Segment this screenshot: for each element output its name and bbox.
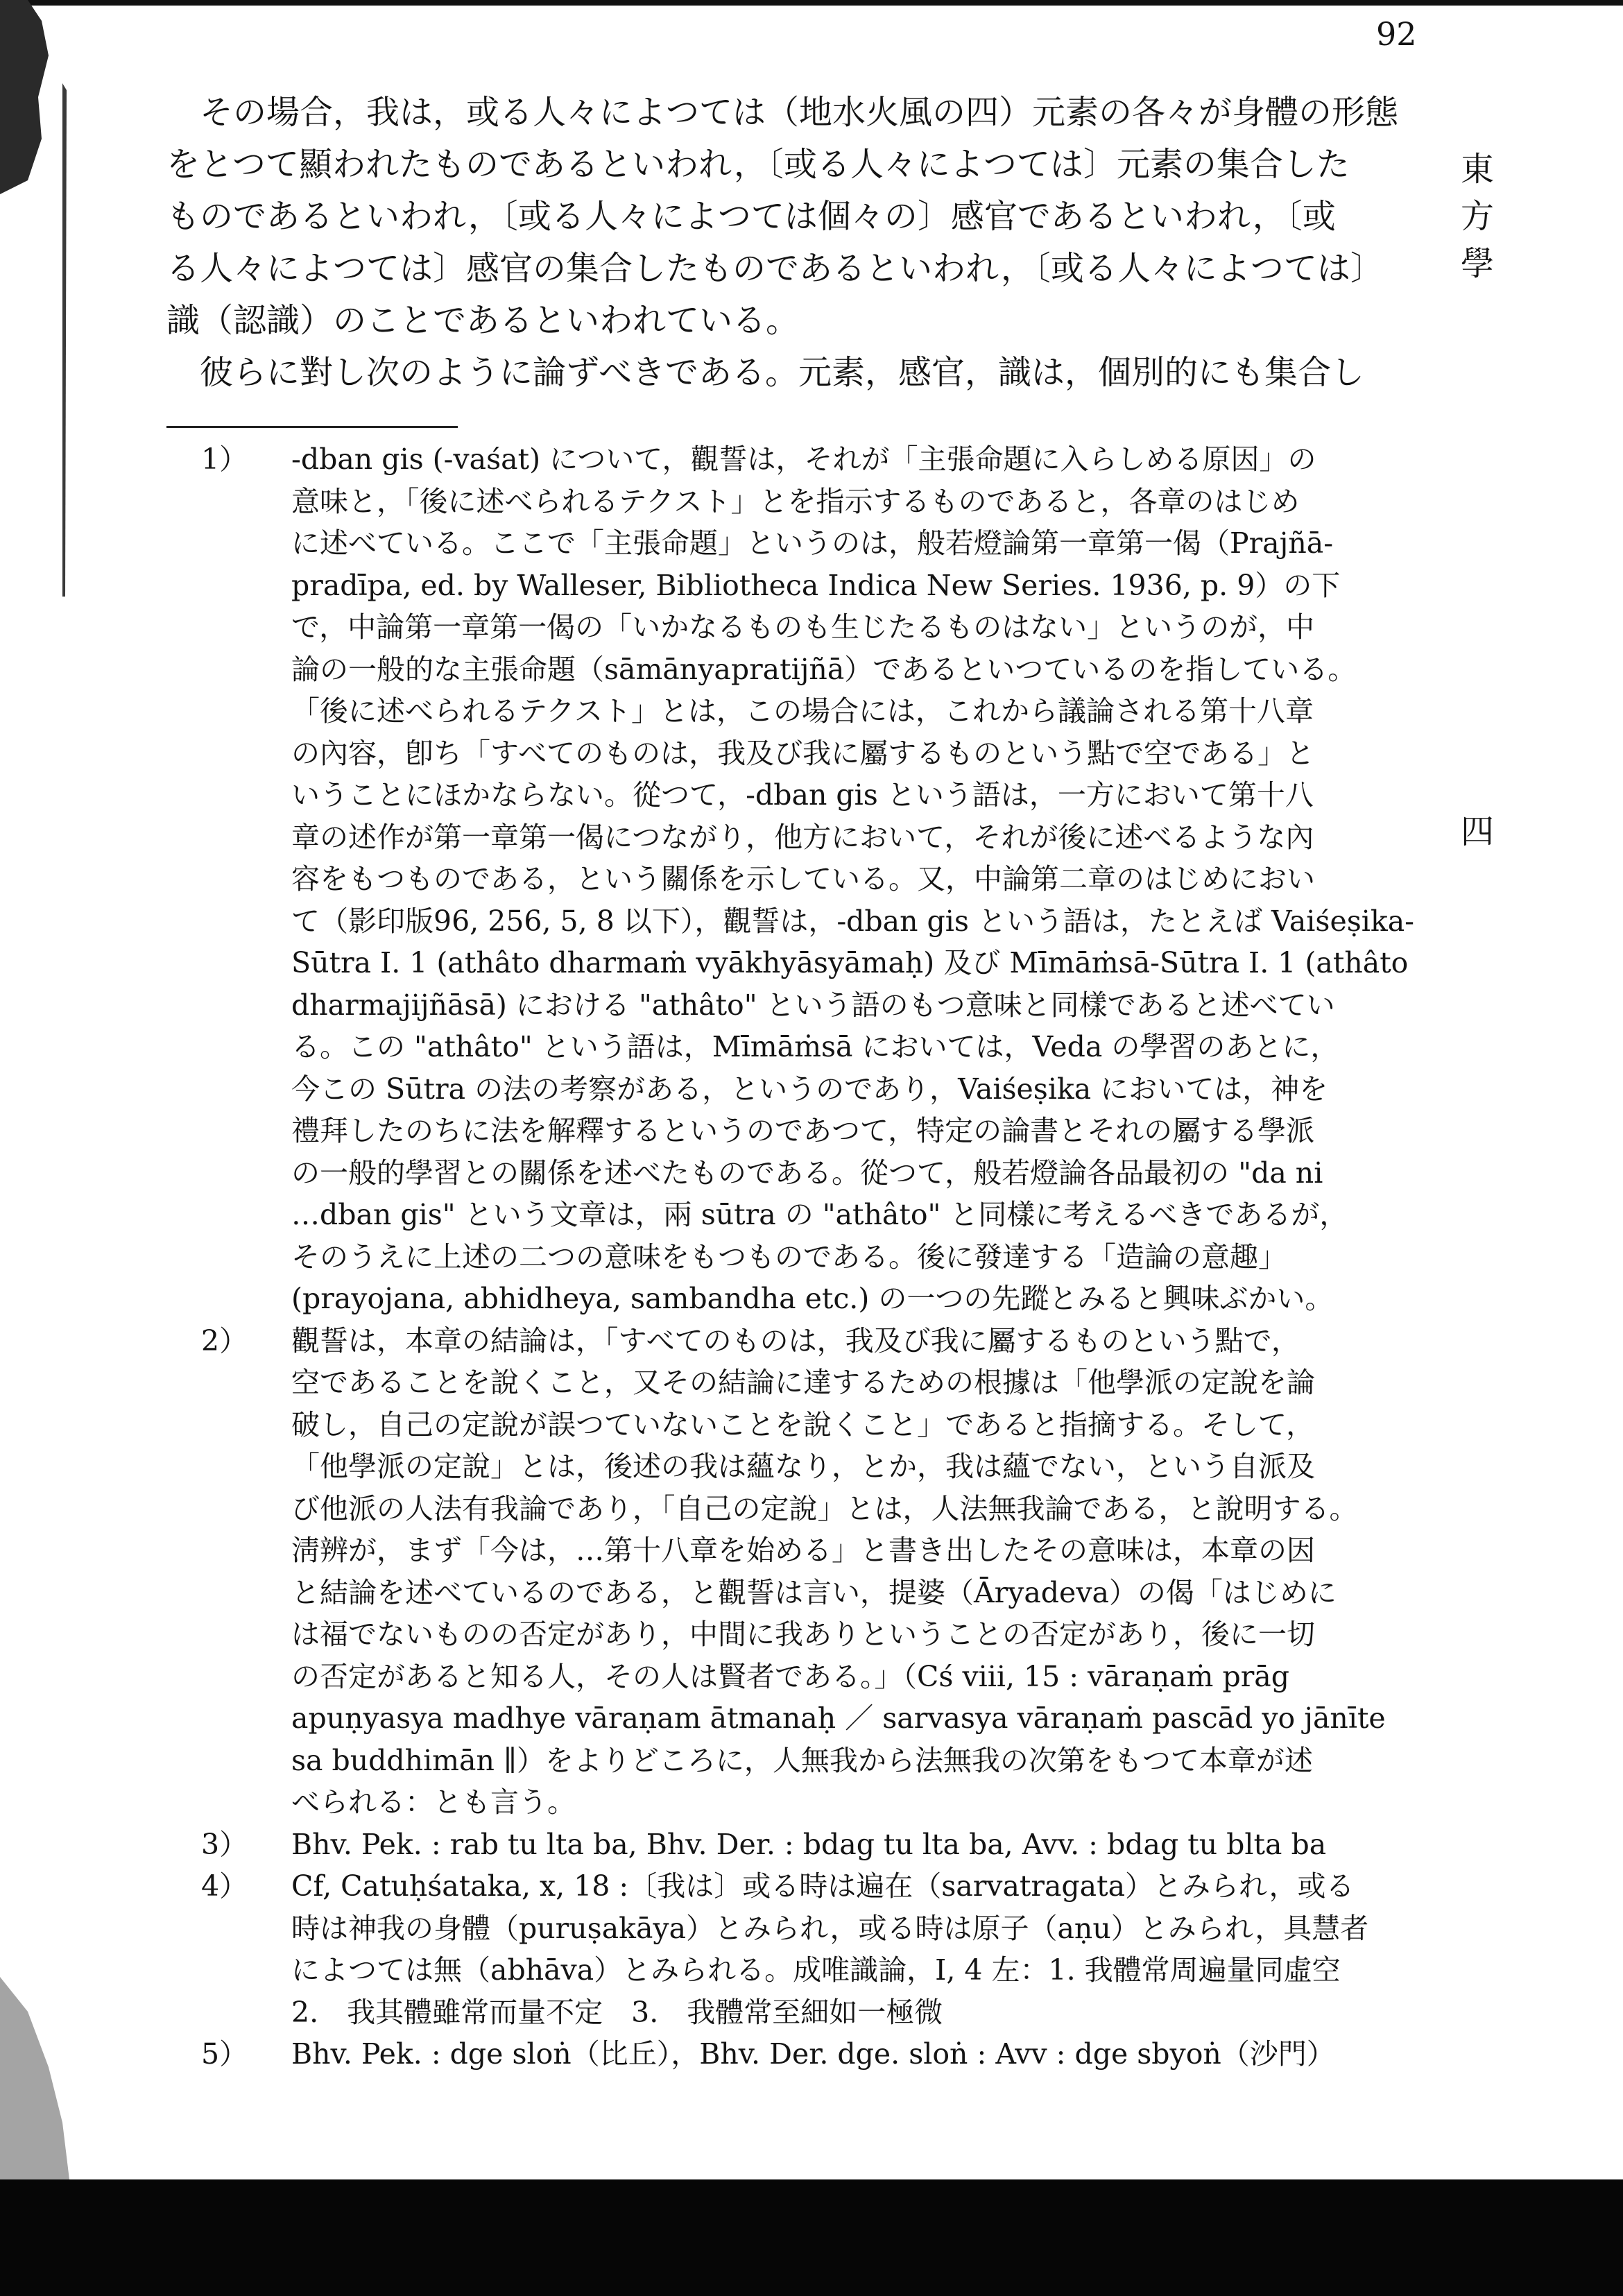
footnote-line: は福でないものの否定があり，中間に我ありということの否定があり，後に一切 <box>291 1618 1315 1651</box>
footnote-number: 2） <box>201 1323 248 1357</box>
footnote-line: (prayojana, abhidheya, sambandha etc.) の一つの先蹤とみると興味ぶかい。 <box>291 1282 1334 1315</box>
footnote-line: で，中論第一章第一偈の「いかなるものも生じたるものはない」というのが，中 <box>291 610 1315 644</box>
footnote-line: る。この "athâto" という語は，Mīmāṁsā においては，Veda の學習のあとに， <box>291 1030 1339 1063</box>
footnote-line: pradīpa, ed. by Walleser, Bibliotheca Indica New Series. 1936, p. 9）の下 <box>291 568 1341 602</box>
footnote-5 <box>201 2033 1450 2075</box>
footnote-line: 破し，自己の定說が誤つていないことを說くこと」であると指摘する。そして， <box>291 1407 1315 1441</box>
footnote-line: 2. 我其體雖常而量不定 3. 我體常至細如一極微 <box>291 1995 943 2029</box>
footnote-line: 論の一般的な主張命題（sāmānyapratijñā）であるといつているのを指している。 <box>291 652 1357 686</box>
footnote-line: の一般的學習との關係を述べたものである。從つて，般若燈論各品最初の "da ni <box>291 1156 1323 1190</box>
footnote-line: べられる：とも言う。 <box>291 1785 576 1819</box>
footnote-line: の內容，卽ち「すべてのものは，我及び我に屬するものという點で空である」と <box>291 736 1315 770</box>
footnote-line: 禮拜したのちに法を解釋するというのであつて，特定の論書とそれの屬する學派 <box>291 1114 1315 1147</box>
footnote-line: …dban gis" という文章は，兩 sūtra の "athâto" と同樣に考えるべきであるが， <box>291 1198 1348 1231</box>
footnote-line: -dban gis (-vaśat) について，觀誓は，それが「主張命題に入らしめる原因」の <box>291 443 1316 476</box>
body-line: ものであるといわれ，〔或る人々によつては個々の〕感官であるといわれ，〔或 <box>166 197 1336 236</box>
top-edge-line <box>0 0 1623 6</box>
footnote-line: び他派の人法有我論であり，「自己の定說」とは，人法無我論である，と說明する。 <box>291 1491 1358 1525</box>
page-kanji-numeral: 四 <box>1460 812 1494 851</box>
footnote-line: dharmajijñāsā) における "athâto" という語のもつ意味と同樣であると述べてい <box>291 988 1335 1022</box>
journal-side-label <box>1457 146 1498 287</box>
footnote-number: 5） <box>201 2037 248 2071</box>
footnotes <box>201 438 1450 2075</box>
footnote-number: 4） <box>201 1869 248 1903</box>
footnote-line: の否定があると知る人，その人は賢者である。」（Cś viii, 15 : vāraṇaṁ prāg <box>291 1659 1290 1693</box>
footnote-line: sa buddhimān ∥）をよりどころに，人無我から法無我の次第をもつて本章が述 <box>291 1743 1313 1777</box>
scan-binding-shadow <box>0 0 83 2179</box>
body-line: る人々によつては〕感官の集合したものであるといわれ，〔或る人々によつては〕 <box>166 249 1384 288</box>
footnote-line: Sūtra I. 1 (athâto dharmaṁ vyākhyāsyāmaḥ) 及び Mīmāṁsā-Sūtra I. 1 (athâto <box>291 946 1409 979</box>
footnote-line: そのうえに上述の二つの意味をもつものである。後に發達する「造論の意趣」 <box>291 1240 1287 1274</box>
footnote-line: 空であることを說くこと，又その結論に達するための根據は「他學派の定說を論 <box>291 1366 1315 1399</box>
footnote-line: 容をもつものである，という關係を示している。又，中論第二章のはじめにおい <box>291 862 1315 896</box>
footnote-line: によつては無（abhāva）とみられる。成唯識論，I, 4 左：1. 我體常周遍量同虛空 <box>291 1953 1341 1987</box>
footnote-line: 觀誓は，本章の結論は，「すべてのものは，我及び我に屬するものという點で， <box>291 1323 1300 1357</box>
footnote-line: と結論を述べているのである，と觀誓は言い，提婆（Āryadeva）の偈「はじめに <box>291 1575 1337 1609</box>
footnote-line: 淸辨が，まず「今は，…第十八章を始める」と書き出したその意味は，本章の因 <box>291 1534 1315 1567</box>
footnote-number: 1） <box>201 443 248 476</box>
main-text <box>166 87 1443 399</box>
footnote-line: 「他學派の定說」とは，後述の我は蘊なり，とか，我は蘊でない，という自派及 <box>291 1450 1315 1483</box>
footnote-line: 意味と，「後に述べられるテクスト」とを指示するものであると，各章のはじめ <box>291 484 1300 518</box>
body-line: をとつて顯われたものであるといわれ，〔或る人々によつては〕元素の集合した <box>166 145 1350 184</box>
side-label-char: 東 <box>1460 150 1494 189</box>
footnote-4 <box>201 1865 1450 2033</box>
body-line: その場合，我は，或る人々によつては（地水火風の四）元素の各々が身體の形態 <box>200 93 1399 132</box>
footnote-1 <box>201 438 1450 1320</box>
side-label-char: 學 <box>1460 244 1494 283</box>
footnote-line: 章の述作が第一章第一偈につながり，他方において，それが後に述べるような內 <box>291 820 1314 854</box>
footnote-number: 3） <box>201 1827 248 1861</box>
footnote-rule <box>166 426 458 428</box>
footnote-line: 「後に述べられるテクスト」とは，この場合には，これから議論される第十八章 <box>291 694 1314 728</box>
body-line: 識（認識）のことであるといわれている。 <box>166 301 800 340</box>
side-label-char: 方 <box>1460 197 1494 236</box>
body-line: 彼らに對し次のように論ずべきである。元素，感官，識は，個別的にも集合し <box>200 353 1365 392</box>
bottom-scan-edge <box>0 2179 1623 2296</box>
footnote-3 <box>201 1824 1450 1866</box>
footnote-line: Cf, Catuḥśataka, x, 18 :〔我は〕或る時は遍在（sarvatragata）とみられ，或る <box>291 1869 1355 1903</box>
footnote-line: apuṇyasya madhye vāraṇam ātmanaḥ ／ sarvasya vāraṇaṁ pascād yo jānīte <box>291 1702 1386 1735</box>
footnote-line: に述べている。ここで「主張命題」というのは，般若燈論第一章第一偈（Prajñā- <box>291 526 1334 560</box>
page-number: 92 <box>1376 15 1417 53</box>
footnote-line: 今この Sūtra の法の考察がある，というのであり，Vaiśeṣika においては，神を <box>291 1072 1328 1106</box>
footnote-line: Bhv. Pek. : dge sloṅ（比丘），Bhv. Der. dge. sloṅ : Avv : dge sbyoṅ（沙門） <box>291 2037 1335 2071</box>
footnote-line: 時は神我の身體（puruṣakāya）とみられ，或る時は原子（aṇu）とみられ，具慧者 <box>291 1911 1369 1945</box>
footnote-line: いうことにほかならない。從つて，-dban gis という語は，一方において第十八 <box>291 778 1314 812</box>
footnote-line: Bhv. Pek. : rab tu lta ba, Bhv. Der. : bdag tu lta ba, Avv. : bdag tu blta ba <box>291 1827 1327 1861</box>
footnote-2 <box>201 1320 1450 1824</box>
footnote-line: て（影印版96, 256, 5, 8 以下），觀誓は，-dban gis という語は，たとえば Vaiśeṣika- <box>291 904 1415 938</box>
